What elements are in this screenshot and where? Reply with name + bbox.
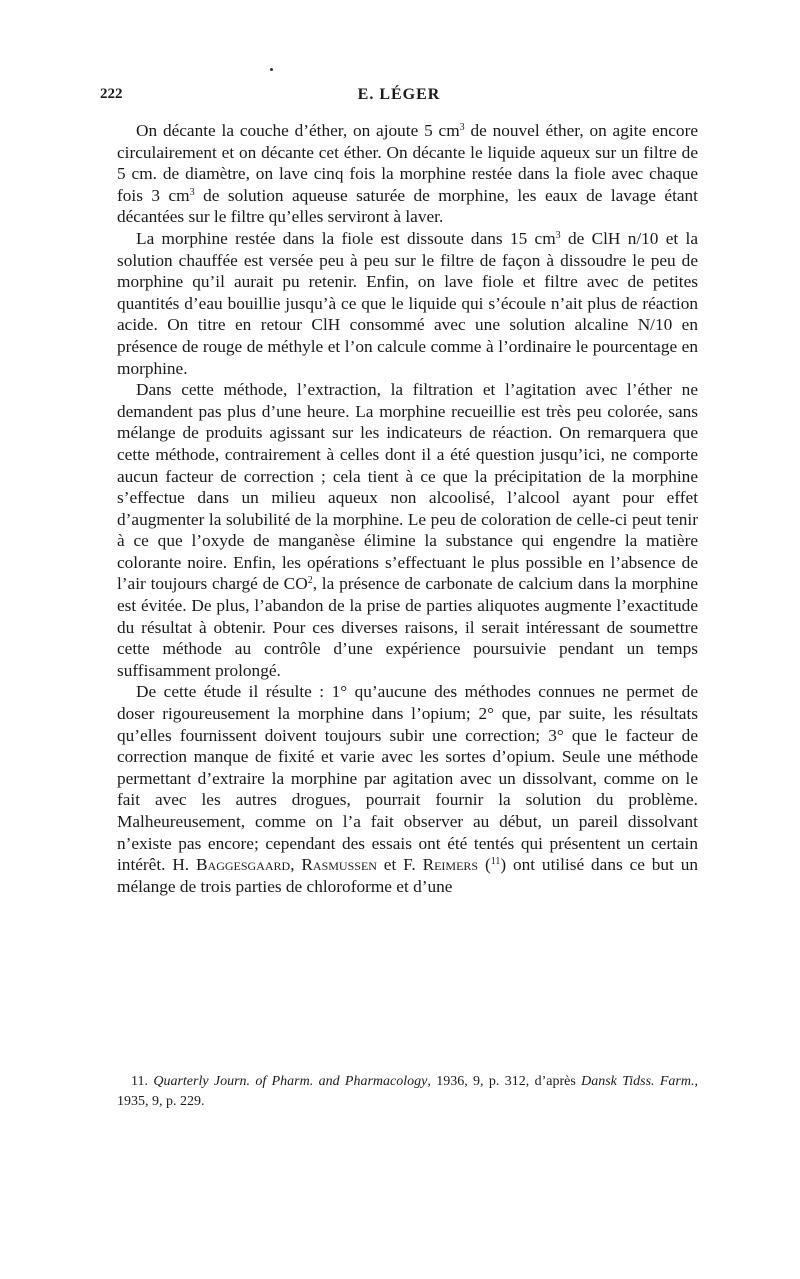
text-run: de solution aqueuse saturée de morphine, les eaux de lavage étant décantées sur le filtre qu’elles serviront à laver. — [117, 185, 698, 227]
text-run: de nouvel éther, on agite encore circulairement et on décante cet éther. On décante le liquide aqueux sur un filtre de 5 cm. de diamètre, on lave cinq fois la morphine restée dans la fiole avec chaque fois 3 cm — [117, 121, 699, 205]
text-run: de ClH n/10 et la solution chauffée est versée peu à peu sur le filtre de façon à dissoudre le peu de morphine qu’il aurait pu retenir. Enfin, on lave fiole et filtre avec de petites quantités d’eau bouillie jusqu’à ce que le liquide qui s’écoule n’ait plus de réaction acide. On titre en retour ClH consommé avec une solution alcaline N/10 en présence de rouge de méthyle et l’on calcule comme à l’ordinaire le pourcentage en morphine. — [117, 228, 698, 378]
paragraph — [117, 228, 698, 379]
small-caps-name: Baggesgaard — [196, 855, 291, 875]
text-run: Dans cette méthode, l’extraction, la filtration et l’agitation avec l’éther ne demandent pas plus d’une heure. La morphine recueillie est très peu colorée, sans mélange de produits agissant sur les indicateurs de réaction. On remarquera que cette méthode, contrairement à celles dont il a été question jusqu’ici, ne comporte aucun facteur de correction ; cela tient à ce que la précipitation de la morphine s’effectue dans un milieu aqueux non alcoolisé, l’alcool ayant pour effet d’augmenter la solubilité de la morphine. Le peu de coloration de celle-ci peut tenir à ce que l’oxyde de manganèse élimine la substance qui engendre la matière colorante noire. Enfin, les opérations s’effectuant le plus possible en l’absence de l’air toujours chargé de CO — [117, 380, 698, 594]
superscript: 2 — [307, 575, 313, 587]
small-caps-name: Rasmussen — [301, 855, 377, 875]
text-run: , la présence de carbonate de calcium dans la morphine est évitée. De plus, l’abandon de la prise de parties aliquotes augmente l’exactitude du résultat à obtenir. Pour ces diverses raisons, il serait intéressant de soumettre cette méthode au contrôle d’une expérience poursuivie pendant un temps suffisamment prolongé. — [117, 574, 698, 680]
superscript: 11 — [490, 856, 501, 868]
text-run: 11. — [131, 1074, 154, 1089]
text-run: ( — [478, 855, 491, 875]
running-head: E. LÉGER — [357, 86, 441, 103]
page-number: 222 — [100, 86, 123, 102]
superscript: 3 — [189, 186, 195, 198]
footnote — [117, 1072, 698, 1112]
text-run: La morphine restée dans la fiole est dissoute dans 15 cm — [136, 228, 556, 248]
italic-run: Dansk Tidss. Farm. — [581, 1074, 695, 1089]
text-run: et F. — [376, 855, 423, 875]
print-speck — [270, 68, 273, 71]
paragraph — [117, 379, 698, 681]
body-text — [117, 120, 698, 897]
small-caps-name: Reimers — [422, 855, 479, 875]
footnotes — [117, 1072, 698, 1112]
text-run: De cette étude il résulte : 1° qu’aucune des méthodes connues ne permet de doser rigoureusement la morphine dans l’opium; 2° que, par suite, les résultats qu’elles fournissent doivent toujours subir une correction; 3° que le facteur de correction manque de fixité et varie avec les sortes d’opium. Seule une méthode permettant d’extraire la morphine par agitation avec un dissolvant, comme on le fait avec les autres drogues, pourrait fournir la solution du problème. Malheureusement, comme on l’a fait observer au début, un pareil dissolvant n’existe pas encore; cependant des essais ont été tentés qui présentent un certain intérêt. H. — [117, 682, 698, 875]
superscript: 3 — [459, 122, 465, 133]
text-run: ) ont utilisé dans ce but un mélange de trois parties de chloroforme et d’une — [117, 855, 699, 896]
text-run: , 1936, 9, p. 312, d’après — [427, 1074, 582, 1089]
page-header — [100, 86, 698, 110]
text-run: , 1935, 9, p. 229. — [117, 1074, 698, 1109]
paragraph — [117, 120, 698, 228]
text-run: On décante la couche d’éther, on ajoute 5 cm — [136, 121, 460, 140]
paragraph — [117, 681, 698, 897]
superscript: 3 — [555, 229, 561, 241]
text-run: , — [290, 855, 302, 875]
italic-run: Quarterly Journ. of Pharm. and Pharmacology — [153, 1074, 428, 1089]
